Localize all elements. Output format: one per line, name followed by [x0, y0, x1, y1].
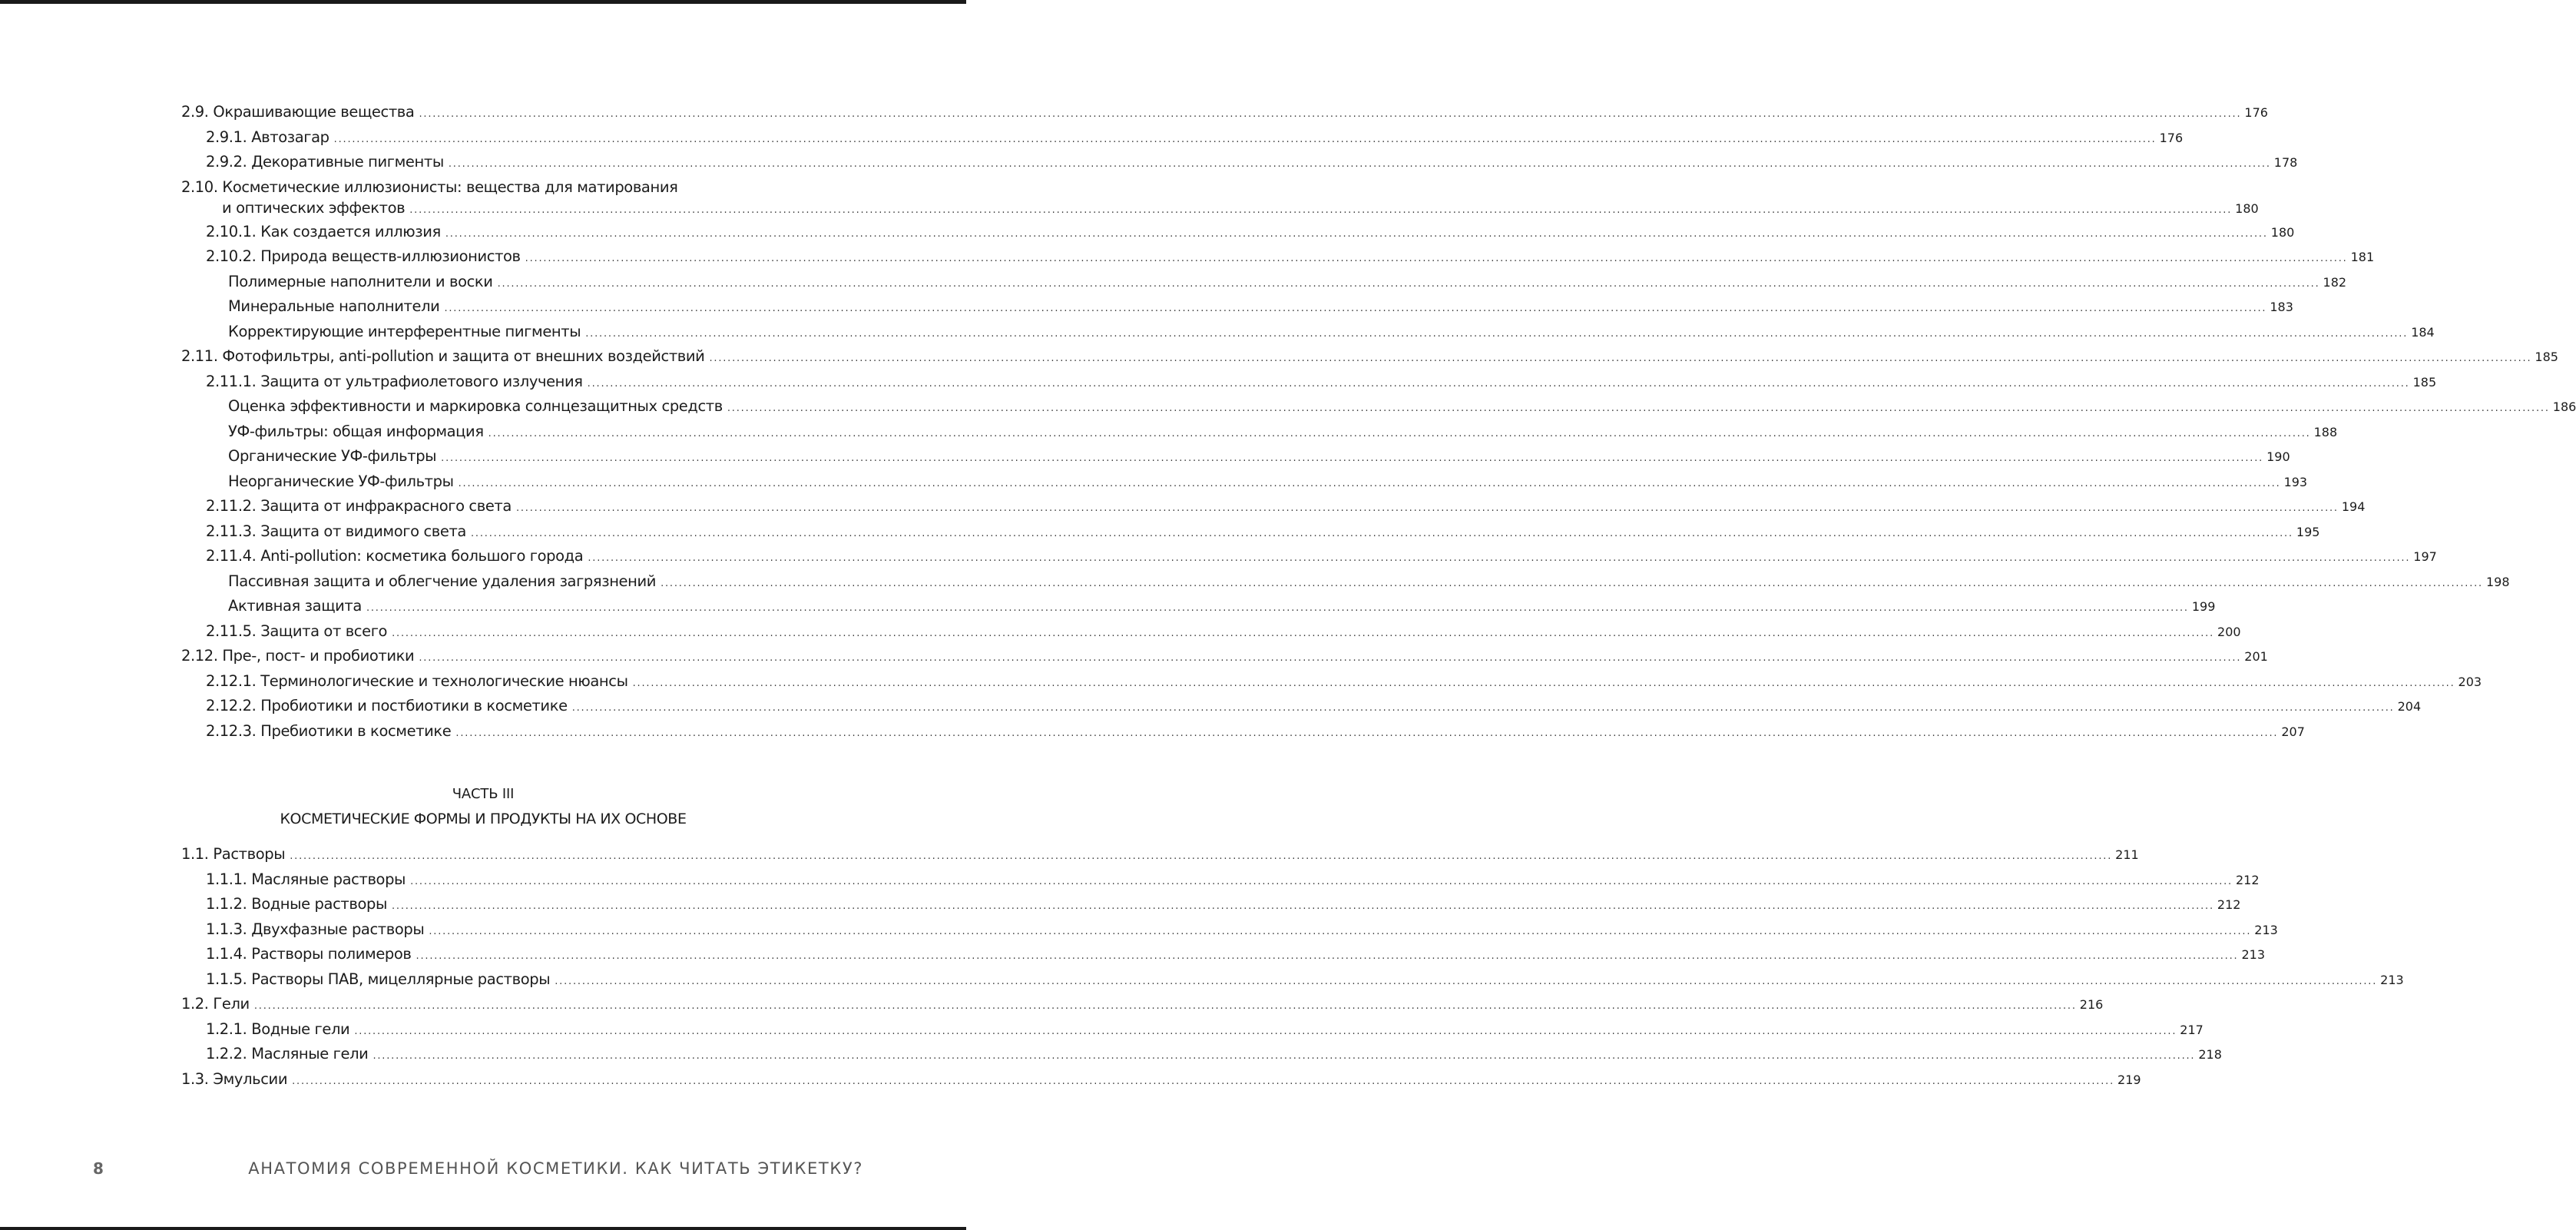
toc-entry-title: 1.1.4. Растворы полимеров: [206, 945, 412, 963]
toc-entry-title: 2.12.2. Пробиотики и постбиотики в косметике: [206, 697, 568, 714]
toc-entry-page: 188: [2313, 424, 2338, 439]
toc-entry-page: 178: [2273, 155, 2298, 170]
toc-entry-title: 1.1.5. Растворы ПАВ, мицеллярные растворы: [206, 970, 551, 988]
dot-leader: ................................................................................................................................................................................................................................................................................................................................................................................................................: [292, 1075, 2115, 1087]
dot-leader: ................................................................................................................................................................................................................................................................................................................................................................................................................: [372, 1050, 2196, 1062]
toc-entry: [0, 1069, 2141, 1094]
toc-entry-line: [181, 1069, 2141, 1088]
toc-entry-title: УФ-фильтры: общая информация: [228, 422, 484, 440]
toc-entry-page: 195: [2296, 524, 2320, 539]
dot-leader: ................................................................................................................................................................................................................................................................................................................................................................................................................: [588, 552, 2411, 564]
page-number: 8: [93, 1159, 104, 1178]
toc-entry-page: 180: [2270, 224, 2295, 240]
toc-entry-page: 197: [2413, 549, 2437, 564]
toc-entry: [0, 1043, 2222, 1069]
toc-entry: [0, 721, 2305, 746]
dot-leader: ................................................................................................................................................................................................................................................................................................................................................................................................................: [727, 403, 2550, 414]
dot-leader: ................................................................................................................................................................................................................................................................................................................................................................................................................: [354, 1025, 2177, 1037]
toc-entry: [0, 893, 2241, 919]
toc-entry-page: 193: [2283, 474, 2308, 489]
toc-entry-title: 2.12.1. Терминологические и технологические нюансы: [206, 671, 628, 690]
dot-leader: ................................................................................................................................................................................................................................................................................................................................................................................................................: [571, 702, 2395, 714]
toc-entry-title: 2.9.1. Автозагар: [206, 128, 329, 146]
toc-entry: [0, 844, 2139, 869]
toc-entry-line: [206, 1019, 2204, 1038]
toc-entry-line: [206, 222, 2295, 240]
dot-leader: ................................................................................................................................................................................................................................................................................................................................................................................................................: [587, 377, 2410, 390]
toc-entry-line: [228, 572, 2510, 590]
toc-entry-page: 199: [2191, 599, 2216, 614]
toc-entry-title: 2.9. Окрашивающие вещества: [181, 103, 415, 121]
scan-top-edge: [0, 0, 966, 4]
toc-entry-line: [181, 845, 2139, 863]
toc-entry-title: 1.1. Растворы: [181, 845, 286, 863]
toc-entry-title: 2.9.2. Декоративные пигменты: [206, 153, 444, 171]
toc-entry-title: 2.11.2. Защита от инфракрасного света: [206, 497, 512, 515]
toc-entry-line: [206, 895, 2241, 913]
toc-entry-page: 183: [2270, 300, 2293, 314]
dot-leader: ................................................................................................................................................................................................................................................................................................................................................................................................................: [497, 277, 2320, 290]
toc-entry-line: [228, 272, 2347, 290]
toc-entry-line: [206, 622, 2241, 640]
toc-entry: [0, 321, 2435, 346]
toc-entry: [0, 151, 2298, 177]
toc-entry-page: 203: [2458, 674, 2482, 689]
dot-leader: ................................................................................................................................................................................................................................................................................................................................................................................................................: [455, 727, 2279, 739]
toc-entry: [0, 246, 2375, 271]
toc-entry-line: [206, 128, 2184, 146]
toc-entry: [0, 296, 2293, 321]
dot-leader: ................................................................................................................................................................................................................................................................................................................................................................................................................: [409, 204, 2233, 216]
toc-entry-page: 212: [2236, 872, 2260, 887]
dot-leader: ................................................................................................................................................................................................................................................................................................................................................................................................................: [470, 527, 2293, 539]
toc-entry: [0, 271, 2347, 297]
toc-entry-page: 182: [2323, 274, 2347, 290]
toc-entry: [0, 127, 2184, 152]
dot-leader: ................................................................................................................................................................................................................................................................................................................................................................................................................: [632, 677, 2455, 689]
toc-entry-page: 186: [2552, 400, 2576, 414]
toc-entry: [0, 177, 2259, 221]
toc-entry: [0, 943, 2266, 969]
toc-entry: [0, 571, 2510, 596]
toc-entry-page: 213: [2241, 947, 2266, 962]
toc-entry-title: 2.11.3. Защита от видимого света: [206, 522, 466, 540]
toc-entry-line: [228, 447, 2290, 465]
toc-entry: [0, 671, 2482, 696]
part-title: КОСМЕТИЧЕСКИЕ ФОРМЫ И ПРОДУКТЫ НА ИХ ОСНОВЕ: [280, 811, 687, 827]
toc-entry: [0, 869, 2260, 894]
dot-leader: ................................................................................................................................................................................................................................................................................................................................................................................................................: [525, 253, 2348, 264]
toc-entry-line: [206, 547, 2437, 565]
toc-entry: [0, 621, 2241, 646]
toc-entry-title: и оптических эффектов: [222, 198, 406, 217]
toc-entry-line: [206, 721, 2305, 740]
toc-entry-title: 2.11.4. Anti-pollution: косметика большого города: [206, 547, 584, 565]
toc-entry-line: [206, 970, 2404, 988]
toc-entry: [0, 595, 2216, 621]
toc-entry-title: Пассивная защита и облегчение удаления загрязнений: [228, 572, 657, 590]
toc-entry-line: [228, 422, 2338, 440]
toc-entry: [0, 496, 2366, 521]
toc-entry-line: [222, 198, 2259, 217]
toc-entry-line: [181, 995, 2104, 1013]
toc-entry: [0, 421, 2338, 446]
dot-leader: ................................................................................................................................................................................................................................................................................................................................................................................................................: [709, 353, 2532, 364]
dot-leader: ................................................................................................................................................................................................................................................................................................................................................................................................................: [333, 133, 2157, 145]
toc-entry-title: 2.12.3. Пребиотики в косметике: [206, 721, 452, 740]
toc-list-part-3: [0, 844, 2404, 1093]
toc-entry: [0, 919, 2278, 944]
dot-leader: ................................................................................................................................................................................................................................................................................................................................................................................................................: [448, 158, 2271, 170]
toc-entry: [0, 521, 2320, 546]
toc-entry-page: 198: [2486, 574, 2510, 589]
toc-entry-line: [181, 647, 2268, 665]
toc-entry-page: 176: [2159, 130, 2184, 145]
toc-entry-page: 217: [2180, 1022, 2204, 1037]
toc-entry: [0, 371, 2437, 396]
toc-entry: [0, 471, 2308, 496]
dot-leader: ................................................................................................................................................................................................................................................................................................................................................................................................................: [391, 900, 2214, 912]
toc-entry-title: Корректирующие интерферентные пигменты: [228, 322, 581, 340]
toc-entry-line: [228, 472, 2308, 490]
toc-entry-line: [181, 347, 2558, 365]
toc-entry: [0, 101, 2268, 127]
toc-entry-title: 2.10.2. Природа веществ-иллюзионистов: [206, 247, 521, 265]
toc-entry-title: 2.10.1. Как создается иллюзия: [206, 222, 441, 240]
toc-entry-line: [206, 522, 2320, 540]
toc-entry-page: 190: [2266, 449, 2290, 464]
toc-entry-title: 2.12. Пре-, пост- и пробиотики: [181, 647, 415, 665]
toc-entry: [0, 446, 2290, 471]
toc-entry-title: 1.1.2. Водные растворы: [206, 895, 387, 913]
toc-entry-page: 213: [2380, 972, 2404, 987]
toc-entry-line: [206, 945, 2266, 963]
dot-leader: ................................................................................................................................................................................................................................................................................................................................................................................................................: [416, 950, 2239, 962]
dot-leader: ................................................................................................................................................................................................................................................................................................................................................................................................................: [445, 227, 2268, 240]
toc-entry-title: 1.1.1. Масляные растворы: [206, 870, 406, 888]
dot-leader: ................................................................................................................................................................................................................................................................................................................................................................................................................: [444, 303, 2267, 314]
toc-entry-line: [206, 153, 2298, 171]
toc-entry-title: 2.11. Фотофильтры, anti-pollution и защита от внешних воздействий: [181, 347, 705, 365]
toc-entry-line: [228, 597, 2216, 615]
toc-entry-line: [206, 870, 2260, 888]
toc-entry-page: 185: [2412, 374, 2437, 390]
dot-leader: ................................................................................................................................................................................................................................................................................................................................................................................................................: [441, 453, 2264, 464]
toc-entry-line: [181, 103, 2268, 121]
toc-entry-title: 1.1.3. Двухфазные растворы: [206, 920, 425, 938]
dot-leader: ................................................................................................................................................................................................................................................................................................................................................................................................................: [419, 108, 2242, 120]
scan-bottom-edge: [0, 1227, 966, 1230]
toc-entry-page: 176: [2244, 105, 2268, 120]
toc-entry-page: 180: [2235, 201, 2259, 216]
toc-entry: [0, 346, 2558, 371]
dot-leader: ................................................................................................................................................................................................................................................................................................................................................................................................................: [429, 925, 2252, 937]
toc-entry-line: [206, 372, 2437, 390]
toc-entry-title: 1.2. Гели: [181, 995, 250, 1013]
toc-entry: [0, 695, 2422, 721]
toc-entry: [0, 1019, 2204, 1044]
toc-entry-page: 194: [2341, 499, 2366, 514]
toc-entry-line: [228, 397, 2576, 415]
toc-entry-page: 211: [2115, 847, 2139, 862]
toc-entry: [0, 645, 2268, 671]
toc-entry-title: 1.2.2. Масляные гели: [206, 1045, 369, 1063]
toc-entry-line: [206, 920, 2278, 938]
running-title: АНАТОМИЯ СОВРЕМЕННОЙ КОСМЕТИКИ. КАК ЧИТАТЬ ЭТИКЕТКУ?: [248, 1159, 863, 1178]
toc-entry-page: 207: [2281, 724, 2305, 739]
toc-entry-title: Активная защита: [228, 597, 362, 615]
toc-entry: [0, 969, 2404, 994]
dot-leader: ................................................................................................................................................................................................................................................................................................................................................................................................................: [410, 875, 2233, 887]
dot-leader: ................................................................................................................................................................................................................................................................................................................................................................................................................: [661, 577, 2483, 589]
toc-entry-title: Оценка эффективности и маркировка солнцезащитных средств: [228, 397, 723, 415]
dot-leader: ................................................................................................................................................................................................................................................................................................................................................................................................................: [366, 602, 2189, 614]
dot-leader: ................................................................................................................................................................................................................................................................................................................................................................................................................: [290, 850, 2113, 862]
toc-entry-page: 212: [2217, 897, 2241, 912]
toc-entry: [0, 993, 2104, 1019]
toc-entry-line: [228, 322, 2435, 340]
dot-leader: ................................................................................................................................................................................................................................................................................................................................................................................................................: [253, 1000, 2077, 1012]
toc-entry-title: Органические УФ-фильтры: [228, 447, 437, 465]
toc-entry: [0, 545, 2437, 571]
dot-leader: ................................................................................................................................................................................................................................................................................................................................................................................................................: [488, 427, 2311, 439]
toc-entry-page: 201: [2244, 649, 2268, 664]
toc-entry-page: 185: [2535, 350, 2558, 364]
toc-list-part-2: [0, 101, 2576, 745]
dot-leader: ................................................................................................................................................................................................................................................................................................................................................................................................................: [458, 477, 2281, 489]
toc-entry-title: Полимерные наполнители и воски: [228, 272, 493, 290]
toc-entry-line: [206, 671, 2482, 690]
toc-entry-title: 1.2.1. Водные гели: [206, 1019, 350, 1038]
dot-leader: ................................................................................................................................................................................................................................................................................................................................................................................................................: [585, 327, 2409, 340]
toc-entry-title-first-line: 2.10. Косметические иллюзионисты: вещества для матирования: [181, 177, 678, 196]
dot-leader: ................................................................................................................................................................................................................................................................................................................................................................................................................: [419, 652, 2242, 664]
dot-leader: ................................................................................................................................................................................................................................................................................................................................................................................................................: [392, 627, 2215, 639]
dot-leader: ................................................................................................................................................................................................................................................................................................................................................................................................................: [555, 975, 2378, 987]
toc-entry-line: [228, 297, 2293, 315]
toc-entry-line: [206, 697, 2422, 714]
toc-entry-page: 200: [2217, 624, 2241, 639]
toc-entry-page: 204: [2397, 699, 2422, 714]
toc-entry-page: 218: [2198, 1047, 2222, 1062]
toc-entry-line: [206, 247, 2375, 265]
toc-entry-title: 1.3. Эмульсии: [181, 1069, 288, 1088]
toc-entry-line: [206, 1045, 2222, 1063]
toc-entry-title: 2.11.1. Защита от ультрафиолетового излучения: [206, 372, 583, 390]
dot-leader: ................................................................................................................................................................................................................................................................................................................................................................................................................: [515, 502, 2339, 514]
toc-entry-page: 213: [2254, 922, 2278, 937]
toc-entry: [0, 221, 2295, 247]
toc-entry-title: Неорганические УФ-фильтры: [228, 472, 454, 490]
toc-entry-title: 2.11.5. Защита от всего: [206, 622, 388, 640]
toc-entry-page: 216: [2079, 997, 2104, 1012]
part-label: ЧАСТЬ III: [452, 786, 515, 802]
toc-entry-page: 184: [2411, 324, 2435, 340]
toc-entry-page: 219: [2117, 1072, 2141, 1087]
toc-entry-title: Минеральные наполнители: [228, 297, 440, 315]
toc-entry-line: [206, 497, 2366, 515]
toc-entry-page: 181: [2350, 250, 2375, 264]
toc-entry: [0, 396, 2576, 421]
